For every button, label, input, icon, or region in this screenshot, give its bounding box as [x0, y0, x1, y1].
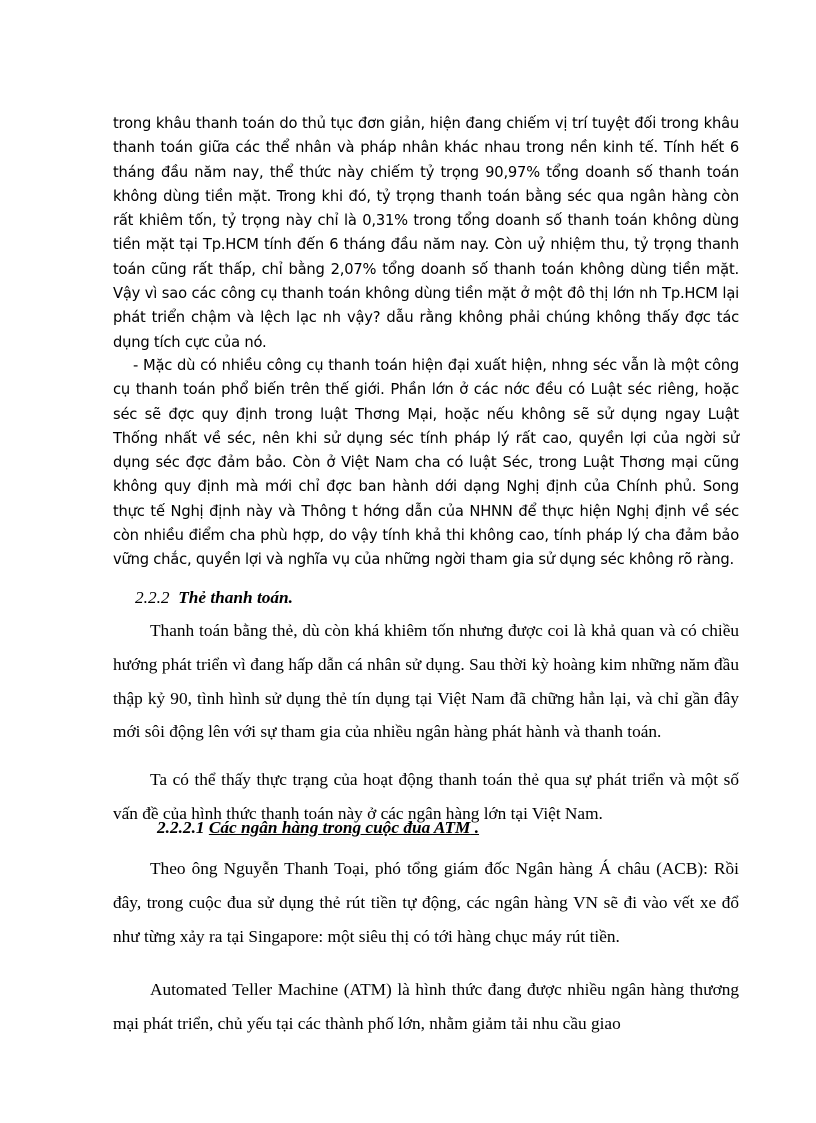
section-number: 2.2.2 [135, 588, 170, 607]
section-title: Thẻ thanh toán. [178, 588, 293, 607]
section-heading-card-payment [135, 588, 293, 608]
paragraph-card-intro: Thanh toán bằng thẻ, dù còn khá khiêm tốn nhưng được coi là khả quan và có chiều hướng phát triển vì đang hấp dẫn cá nhân sử dụng. Sau thời kỳ hoàng kim những năm đầu thập kỷ 90, tình hình sử dụng thẻ tín dụng tại Việt Nam đã chững hẳn lại, và chỉ gần đây mới sôi động lên với sự tham gia của nhiều ngân hàng phát hành và thanh toán. [113, 621, 739, 742]
subsection-title: Các ngân hàng trong cuộc đua ATM [208, 818, 471, 837]
paragraph-cheque: - Mặc dù có nhiều công cụ thanh toán hiện đại xuất hiện, nhng séc vẫn là một công cụ thanh toán phổ biến trên thế giới. Phần lớn ở các nớc đều có Luật séc riêng, hoặc séc sẽ đợc quy định trong luật Thơng Mại, hoặc nếu không sẽ sử dụng ngay Luật Thống nhất về séc, nên khi sử dụng séc tính pháp lý rất cao, quyền lợi của ngời sử dụng séc đợc đảm bảo. Còn ở Việt Nam cha có luật Séc, trong Luật Thơng mại cũng không quy định mà mới chỉ đợc ban hành dới dạng Nghị định của Chính phủ. Song thực tế Nghị định này và Thông t hớng dẫn của NHNN để thực hiện Nghị định về séc còn nhiều điểm cha phù hợp, do vậy tính khả thi không cao, tính pháp lý cha đảm bảo vững chắc, quyền lợi và nghĩa vụ của những ngời tham gia sử dụng séc không rõ ràng. [113, 357, 739, 569]
paragraph-cash-payment: trong khâu thanh toán do thủ tục đơn giản, hiện đang chiếm vị trí tuyệt đối trong khâu thanh toán giữa các thể nhân và pháp nhân khác nhau trong nền kinh tế. Tính hết 6 tháng đầu năm nay, thể thức này chiếm tỷ trọng 90,97% tổng doanh số thanh toán không dùng tiền mặt. Trong khi đó, tỷ trọng thanh toán bằng séc qua ngân hàng còn rất khiêm tốn, tỷ trọng này chỉ là 0,31% trong tổng doanh số thanh toán không dùng tiền mặt tại Tp.HCM tính đến 6 tháng đầu năm nay. Còn uỷ nhiệm thu, tỷ trọng thanh toán cũng rất thấp, chỉ bằng 2,07% tổng doanh số thanh toán không dùng tiền mặt. Vậy vì sao các công cụ thanh toán không dùng tiền mặt ở một đô thị lớn nh Tp.HCM lại phát triển chậm và lệch lạc nh vậy? dẫu rằng không phải chúng không thấy đợc tác dụng tích cực của nó. [113, 115, 739, 351]
paragraph-card-status: Ta có thể thấy thực trạng của hoạt động thanh toán thẻ qua sự phát triển và một số vấn đề của hình thức thanh toán này ở các ngân hàng lớn tại Việt Nam. [113, 770, 739, 823]
subsection-number: 2.2.2.1 [157, 818, 205, 837]
subsection-heading-atm [157, 818, 479, 838]
paragraph-atm-definition: Automated Teller Machine (ATM) là hình thức đang được nhiều ngân hàng thương mại phát triển, chủ yếu tại các thành phố lớn, nhằm giảm tải nhu cầu giao [113, 980, 739, 1033]
paragraph-acb-quote: Theo ông Nguyễn Thanh Toại, phó tổng giám đốc Ngân hàng Á châu (ACB): Rồi đây, trong cuộc đua sử dụng thẻ rút tiền tự động, các ngân hàng VN sẽ đi vào vết xe đổ như từng xảy ra tại Singapore: một siêu thị có tới hàng chục máy rút tiền. [113, 859, 739, 946]
subsection-title-end: . [470, 818, 480, 837]
